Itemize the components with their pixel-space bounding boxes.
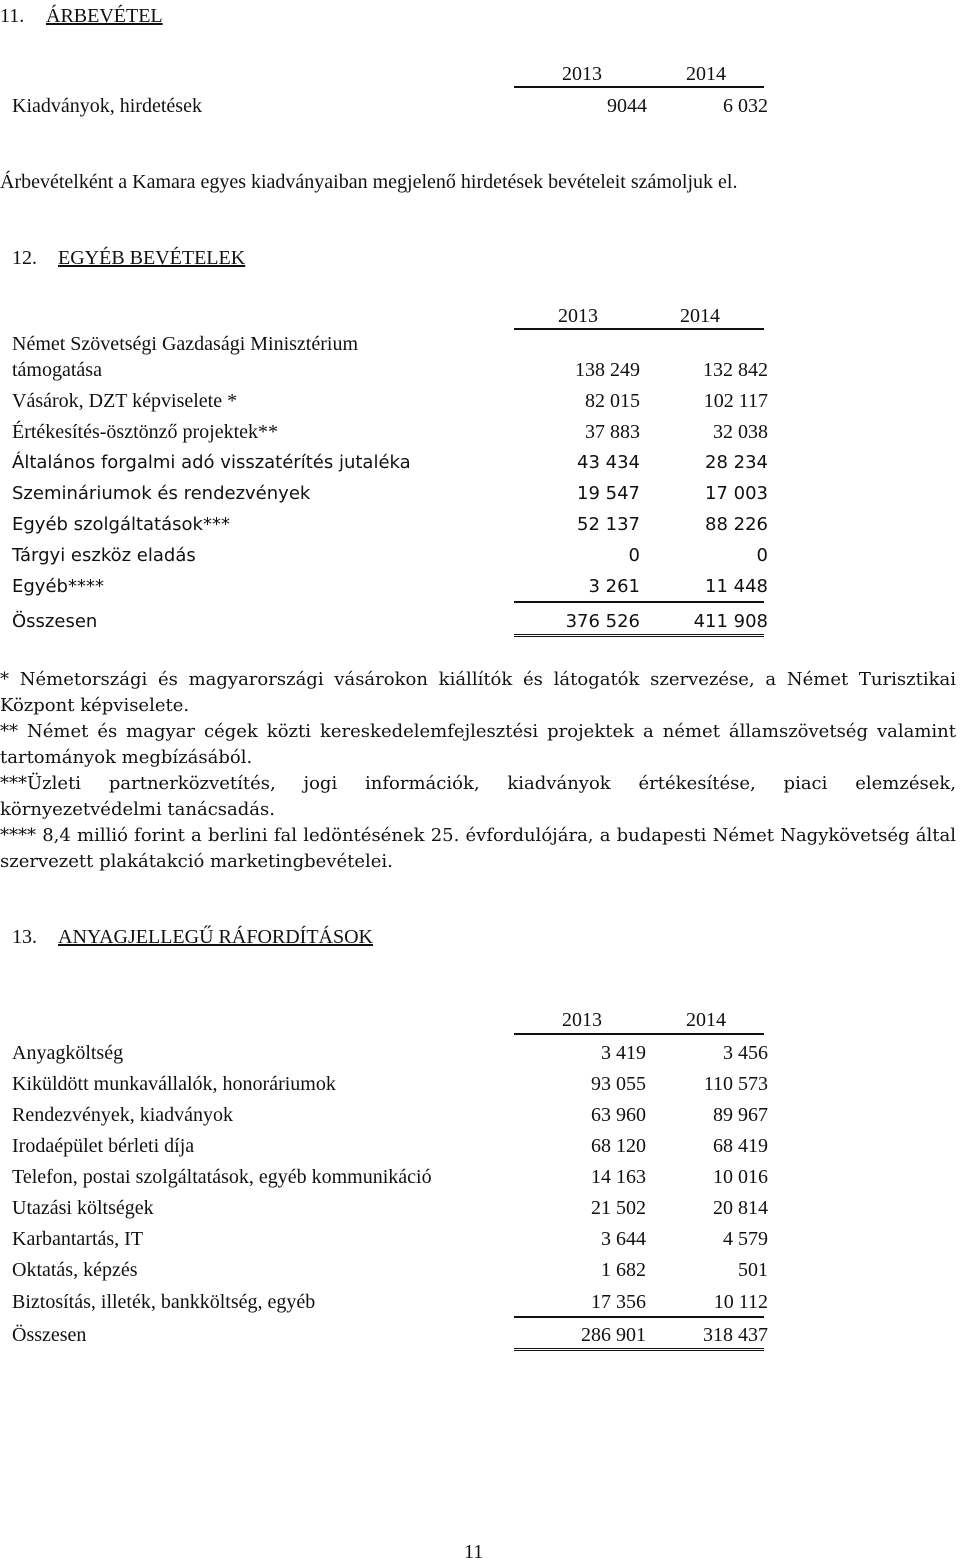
row-label: Egyéb szolgáltatások***	[12, 514, 230, 535]
value-2013: 138 249	[575, 359, 640, 381]
s12-first-row-label-1: Német Szövetségi Gazdasági Minisztérium	[12, 333, 359, 355]
value-2014: 11 448	[705, 576, 768, 597]
row-label: Rendezvények, kiadványok	[12, 1104, 234, 1126]
footnote-3: ***Üzleti partnerközvetítés, jogi információk, kiadványok értékesítése, piaci elemzések, környezetvédelmi tanácsadás.	[0, 773, 956, 820]
total-2014: 318 437	[703, 1324, 768, 1346]
s13-year-2014: 2014	[686, 1009, 726, 1031]
footnote-4: **** 8,4 millió forint a berlini fal ledöntésének 25. évfordulójára, a budapesti Német Nagykövetség által szervezett plakátakció marketingbevételei.	[0, 825, 956, 872]
row-label: Oktatás, képzés	[12, 1259, 138, 1281]
row-label: Egyéb****	[12, 576, 104, 597]
value-2013: 93 055	[591, 1073, 646, 1095]
row-label: Biztosítás, illeték, bankköltség, egyéb	[12, 1291, 316, 1313]
s11-header-rule	[514, 86, 764, 88]
value-2014: 0	[756, 545, 768, 566]
section-12-number: 12.	[12, 247, 37, 269]
footnote-2: ** Német és magyar cégek közti kereskedelemfejlesztési projektek a német államszövetség valamint tartományok megbízásából.	[0, 721, 956, 768]
section-12-title: EGYÉB BEVÉTELEK	[58, 247, 246, 269]
value-2014: 68 419	[713, 1135, 768, 1157]
s11-year-2014: 2014	[686, 63, 726, 85]
value-2013: 9044	[607, 95, 647, 117]
value-2013: 43 434	[577, 452, 640, 473]
value-2014: 501	[738, 1259, 768, 1281]
value-2013: 3 644	[601, 1228, 646, 1250]
total-label: Összesen	[12, 611, 98, 632]
total-2013: 376 526	[565, 611, 640, 632]
value-2014: 10 112	[713, 1291, 768, 1313]
row-label: Irodaépület bérleti díja	[12, 1135, 195, 1157]
total-label: Összesen	[12, 1324, 87, 1346]
value-2013: 3 261	[588, 576, 640, 597]
section-13-title: ANYAGJELLEGŰ RÁFORDÍTÁSOK	[58, 926, 373, 948]
s13-year-2013: 2013	[562, 1009, 602, 1031]
row-label: Vásárok, DZT képviselete *	[12, 390, 238, 412]
value-2013: 17 356	[591, 1291, 646, 1313]
value-2013: 37 883	[585, 421, 640, 443]
row-label: Kiküldött munkavállalók, honoráriumok	[12, 1073, 336, 1095]
row-label: Általános forgalmi adó visszatérítés jutaléka	[12, 452, 411, 473]
value-2014: 20 814	[713, 1197, 768, 1219]
row-label: Kiadványok, hirdetések	[12, 95, 202, 117]
s13-header-rule	[514, 1033, 764, 1035]
value-2013: 0	[628, 545, 640, 566]
value-2013: 14 163	[591, 1166, 646, 1188]
s11-year-2013: 2013	[562, 63, 602, 85]
s12-year-2013: 2013	[558, 305, 598, 327]
section-11-heading	[0, 4, 163, 28]
value-2014: 17 003	[705, 483, 768, 504]
footnote-1: * Németországi és magyarországi vásárokon kiállítók és látogatók szervezése, a Német Turisztikai Központ képviselete.	[0, 669, 956, 716]
s12-subtotal-rule	[514, 601, 764, 603]
value-2014: 132 842	[703, 359, 768, 381]
value-2013: 82 015	[585, 390, 640, 412]
value-2014: 102 117	[703, 390, 768, 412]
value-2014: 89 967	[713, 1104, 768, 1126]
value-2014: 28 234	[705, 452, 768, 473]
row-label: Telefon, postai szolgáltatások, egyéb kommunikáció	[12, 1166, 432, 1188]
value-2013: 1 682	[601, 1259, 646, 1281]
row-label: Utazási költségek	[12, 1197, 154, 1219]
value-2013: 63 960	[591, 1104, 646, 1126]
s12-footnotes	[0, 667, 956, 875]
s12-total-rule	[514, 634, 764, 640]
value-2014: 32 038	[713, 421, 768, 443]
value-2014: 88 226	[705, 514, 768, 535]
row-label: Karbantartás, IT	[12, 1228, 144, 1250]
section-13-heading	[12, 925, 373, 949]
row-label: Értékesítés-ösztönző projektek**	[12, 421, 279, 443]
value-2013: 52 137	[577, 514, 640, 535]
total-2014: 411 908	[693, 611, 768, 632]
s11-note: Árbevételként a Kamara egyes kiadványaiban megjelenő hirdetések bevételeit számoljuk el.	[0, 171, 738, 193]
section-12-heading	[12, 246, 245, 270]
section-13-number: 13.	[12, 926, 37, 948]
value-2013: 19 547	[577, 483, 640, 504]
value-2014: 6 032	[723, 95, 768, 117]
page-number: 11	[464, 1541, 484, 1563]
row-label: Anyagköltség	[12, 1042, 124, 1064]
value-2014: 10 016	[713, 1166, 768, 1188]
section-11-number: 11.	[0, 5, 25, 27]
row-label: támogatása	[12, 359, 102, 381]
value-2014: 110 573	[703, 1073, 768, 1095]
s12-header-rule	[514, 328, 764, 330]
section-11-title: ÁRBEVÉTEL	[46, 5, 163, 27]
s12-year-2014: 2014	[680, 305, 720, 327]
s13-total-rule	[514, 1348, 764, 1354]
value-2013: 3 419	[601, 1042, 646, 1064]
value-2014: 4 579	[723, 1228, 768, 1250]
value-2013: 68 120	[591, 1135, 646, 1157]
value-2013: 21 502	[591, 1197, 646, 1219]
row-label: Tárgyi eszköz eladás	[12, 545, 196, 566]
s13-subtotal-rule	[514, 1316, 764, 1318]
value-2014: 3 456	[723, 1042, 768, 1064]
total-2013: 286 901	[581, 1324, 646, 1346]
row-label: Szemináriumok és rendezvények	[12, 483, 311, 504]
